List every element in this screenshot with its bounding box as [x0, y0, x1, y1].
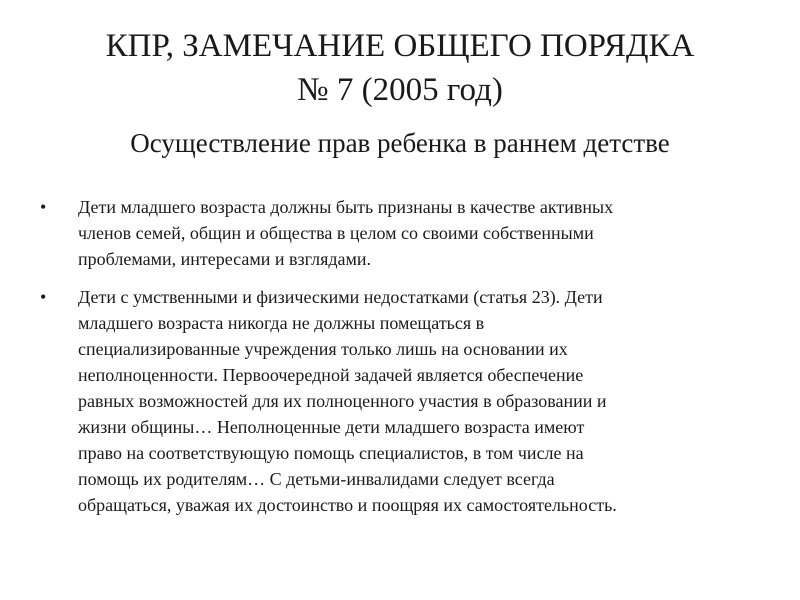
bullet-list	[40, 194, 750, 530]
slide-subtitle: Осуществление прав ребенка в раннем детстве	[130, 128, 670, 158]
title-line-2: № 7 (2005 год)	[297, 72, 503, 108]
bullet-line: младшего возраста никогда не должны помещаться в	[78, 313, 485, 333]
bullet-item	[40, 194, 750, 272]
title-line-1: КПР, ЗАМЕЧАНИЕ ОБЩЕГО ПОРЯДКА	[105, 28, 695, 64]
bullet-line: специализированные учреждения только лишь на основании их	[78, 339, 568, 359]
bullet-line: членов семей, общин и общества в целом со своими собственными	[78, 223, 594, 243]
bullet-line: право на соответствующую помощь специалистов, в том числе на	[78, 443, 584, 463]
bullet-icon: •	[40, 197, 47, 217]
bullet-line: помощь их родителям… С детьми-инвалидами следует всегда	[78, 469, 555, 489]
bullet-line: равных возможностей для их полноценного участия в образовании и	[78, 391, 607, 411]
slide-title	[40, 24, 760, 112]
bullet-line: неполноценности. Первоочередной задачей является обеспечение	[78, 365, 584, 385]
bullet-line: Дети младшего возраста должны быть признаны в качестве активных	[78, 197, 614, 217]
bullet-line: Дети с умственными и физическими недостатками (статья 23). Дети	[78, 287, 603, 307]
bullet-line: жизни общины… Неполноценные дети младшего возраста имеют	[78, 417, 585, 437]
bullet-item	[40, 284, 750, 518]
bullet-line: обращаться, уважая их достоинство и поощряя их самостоятельность.	[78, 495, 617, 515]
bullet-line: проблемами, интересами и взглядами.	[78, 249, 372, 269]
bullet-icon: •	[40, 287, 47, 307]
